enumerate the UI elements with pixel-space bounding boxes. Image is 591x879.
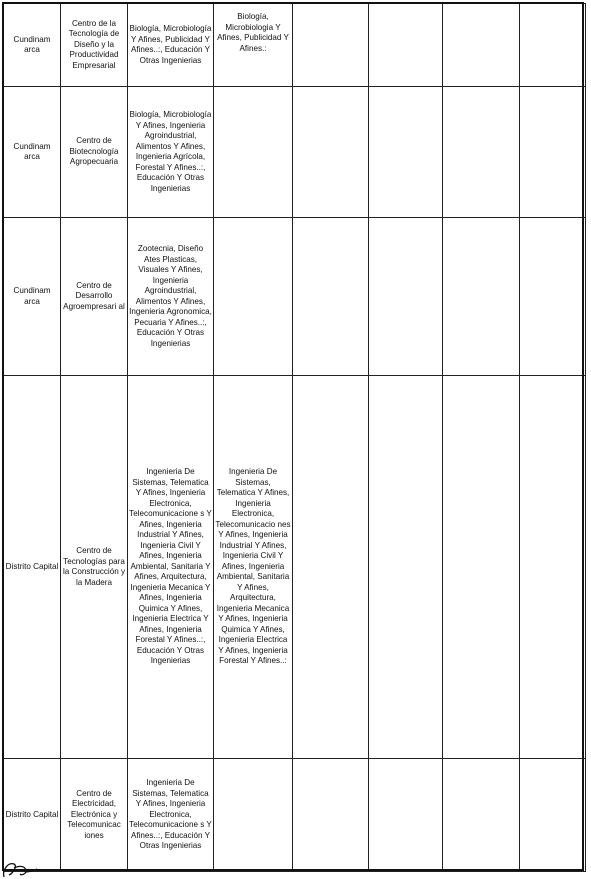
knowledge-area-cell: Biología, Microbiología Y Afines, Ingenieria Agroindustrial, Alimentos Y Afines, Ingenieria Agrícola, Forestal Y Afines..:, Educación Y Otras Ingenierias <box>128 87 214 218</box>
empty-cell <box>369 759 443 872</box>
knowledge-area-cell: Ingenieria De Sistemas, Telematica Y Afines, Ingenieria Electronica, Telecomunicacione s Y Afines, Ingenieria Industrial Y Afines, Ingenieria Civil Y Afines, Ingenieria Ambiental, Sanitaria Y Afines, Arquitectura, Ingenieria Mecanica Y Afines, Ingenieria Quimica Y Afines, Ingenieria Electrica Y Afines, Ingenieria Forestal Y Afines..:, Educación Y Otras Ingenierias <box>128 376 214 759</box>
empty-cell <box>443 759 520 872</box>
table-row <box>4 4 586 87</box>
empty-cell <box>369 87 443 218</box>
table-row <box>4 218 586 376</box>
knowledge-area-cell-secondary: Biología, Microbiologia Y Afines, Publicidad Y Afines.: <box>214 4 293 87</box>
empty-cell <box>369 376 443 759</box>
knowledge-area-cell-secondary <box>214 87 293 218</box>
knowledge-area-cell-secondary <box>214 218 293 376</box>
empty-cell <box>293 4 369 87</box>
empty-cell <box>520 376 586 759</box>
empty-cell <box>293 376 369 759</box>
empty-cell <box>443 87 520 218</box>
empty-cell <box>293 218 369 376</box>
department-cell: Cundinam arca <box>4 87 61 218</box>
center-cell: Centro de Electricidad, Electrónica y Telecomunicac iones <box>61 759 128 872</box>
knowledge-area-cell: Ingenieria De Sistemas, Telematica Y Afines, Ingenieria Electronica, Telecomunicacione s Y Afines..:, Educación Y Otras Ingenierias <box>128 759 214 872</box>
department-cell: Distrito Capital <box>4 759 61 872</box>
table-row <box>4 759 586 872</box>
empty-cell <box>443 218 520 376</box>
knowledge-area-cell-secondary <box>214 759 293 872</box>
empty-cell <box>520 87 586 218</box>
empty-cell <box>369 4 443 87</box>
center-cell: Centro de Desarrollo Agroempresari al <box>61 218 128 376</box>
department-cell: Cundinam arca <box>4 218 61 376</box>
empty-cell <box>520 759 586 872</box>
department-cell: Distrito Capital <box>4 376 61 759</box>
signature-initials-icon <box>0 858 50 879</box>
knowledge-area-cell: Zootecnia, Diseño Ates Plasticas, Visuales Y Afines, Ingenieria Agroindustrial, Alimentos Y Afines, Ingenieria Agronomica, Pecuaria Y Afines..:, Educación Y Otras Ingenierias <box>128 218 214 376</box>
table-row <box>4 87 586 218</box>
empty-cell <box>443 4 520 87</box>
empty-cell <box>293 759 369 872</box>
empty-cell <box>520 4 586 87</box>
center-cell: Centro de la Tecnología de Diseño y la Productividad Empresarial <box>61 4 128 87</box>
empty-cell <box>293 87 369 218</box>
empty-cell <box>520 218 586 376</box>
program-table <box>3 3 586 872</box>
empty-cell <box>369 218 443 376</box>
empty-cell <box>443 376 520 759</box>
knowledge-area-cell: Biología, Microbiología Y Afines, Publicidad Y Afines..:, Educación Y Otras Ingenierias <box>128 4 214 87</box>
knowledge-area-cell-secondary: Ingenieria De Sistemas, Telematica Y Afines, Ingenieria Electronica, Telecomunicacio nes Y Afines, Ingenieria Industrial Y Afines, Ingenieria Civil Y Afines, Ingenieria Ambiental, Sanitaria Y Afines, Arquitectura, Ingenieria Mecanica Y Afines, Ingenieria Quimica Y Afines, Ingenieria Electrica Y Afines, Ingenieria Forestal Y Afines..: <box>214 376 293 759</box>
department-cell: Cundinam arca <box>4 4 61 87</box>
center-cell: Centro de Tecnologías para la Construcción y la Madera <box>61 376 128 759</box>
table-row <box>4 376 586 759</box>
center-cell: Centro de Biotecnología Agropecuaria <box>61 87 128 218</box>
